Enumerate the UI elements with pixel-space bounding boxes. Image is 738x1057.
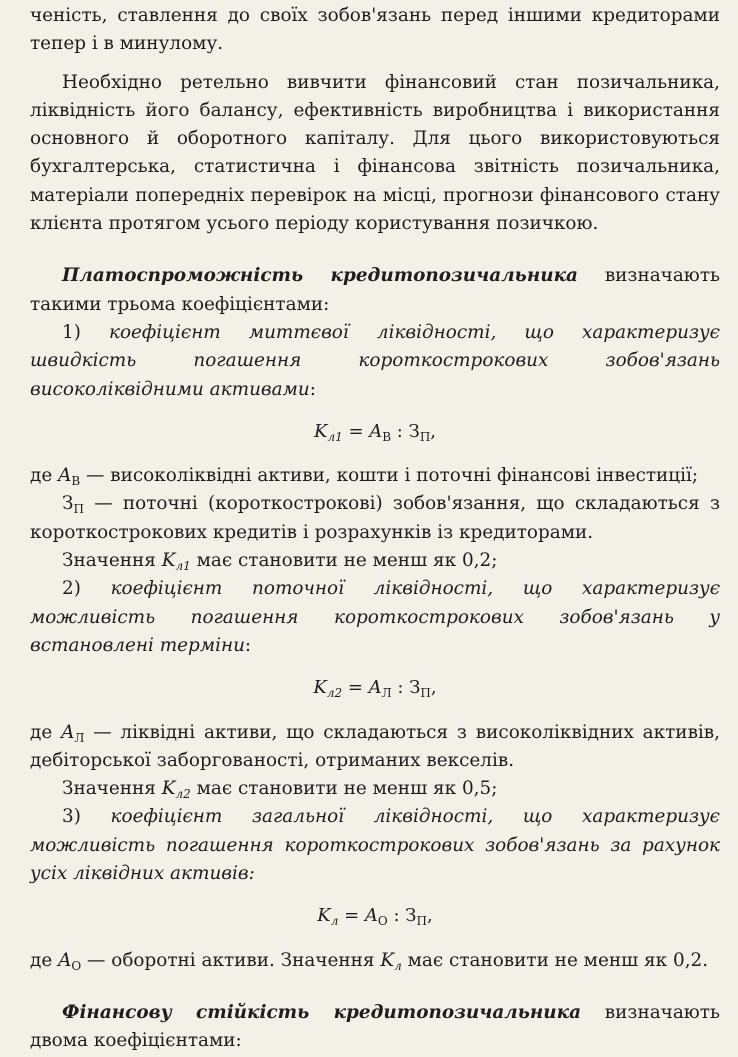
k1-value: Значення $K_{л1}$ має становити не менш як 0,2; xyxy=(62,550,498,574)
k1-definition: 1) коефіцієнт миттєвої ліквідності, що характеризує швидкість погашення короткострокових зобов'язань високоліквідними активами: xyxy=(30,321,720,400)
k1-liabilities: $З_П$ — поточні (короткострокові) зобов'язання, що складаються з короткострокових кредитів і розрахунків із кредиторами. xyxy=(30,493,720,543)
k2-value: Значення $K_{л2}$ має становити не менш як 0,5; xyxy=(62,778,498,802)
stability-paragraph: Фінансову стійкість кредитопозичальника визначають двома коефіцієнтами: xyxy=(30,1001,720,1052)
stability-heading: Фінансову стійкість кредитопозичальника xyxy=(62,1001,582,1023)
formula-k2: $K_{л2} = A_Л$ : $З_П$, xyxy=(313,677,437,701)
solvency-paragraph: Платоспроможність кредитопозичальника визначають такими трьома коефіцієнтами: xyxy=(30,265,721,315)
k2-definition: 2) коефіцієнт поточної ліквідності, що характеризує можливість погашення короткострокових зобов'язань у встановлені терміни: xyxy=(30,578,720,656)
k1-where: де $A_В$ — високоліквідні активи, кошти і поточні фінансові інвестиції; xyxy=(30,465,699,489)
solvency-heading: Платоспроможність кредитопозичальника xyxy=(62,265,578,287)
paragraph-analysis: Необхідно ретельно вивчити фінансовий стан позичальника, ліквідність його балансу, ефективність виробництва і використання основного й оборотного капіталу. Для цього використовуються бухгалтерська, статистична і фінансова звітність позичальника, матеріали попередніх перевірок на місці, прогнози фінансового стану клієнта протягом усього періоду користування позичкою. xyxy=(30,71,720,235)
k3-definition: 3) коефіцієнт загальної ліквідності, що характеризує можливість погашення короткострокових зобов'язань за рахунок усіх ліквідних активів: xyxy=(30,806,720,885)
paragraph-top: ченість, ставлення до своїх зобов'язань перед іншими кредиторами тепер і в минулому. xyxy=(30,5,720,55)
k3-where: де $A_О$ — оборотні активи. Значення $K_л$ має становити не менш як 0,2. xyxy=(30,949,709,973)
formula-k1: $K_{л1} = A_В$ : $З_П$, xyxy=(313,420,437,444)
k2-where: де $A_Л$ — ліквідні активи, що складаються з високоліквідних активів, дебіторської заборгованості, отриманих векселів. xyxy=(30,721,720,771)
formula-k3: $K_л = A_О$ : $З_П$, xyxy=(317,905,433,929)
